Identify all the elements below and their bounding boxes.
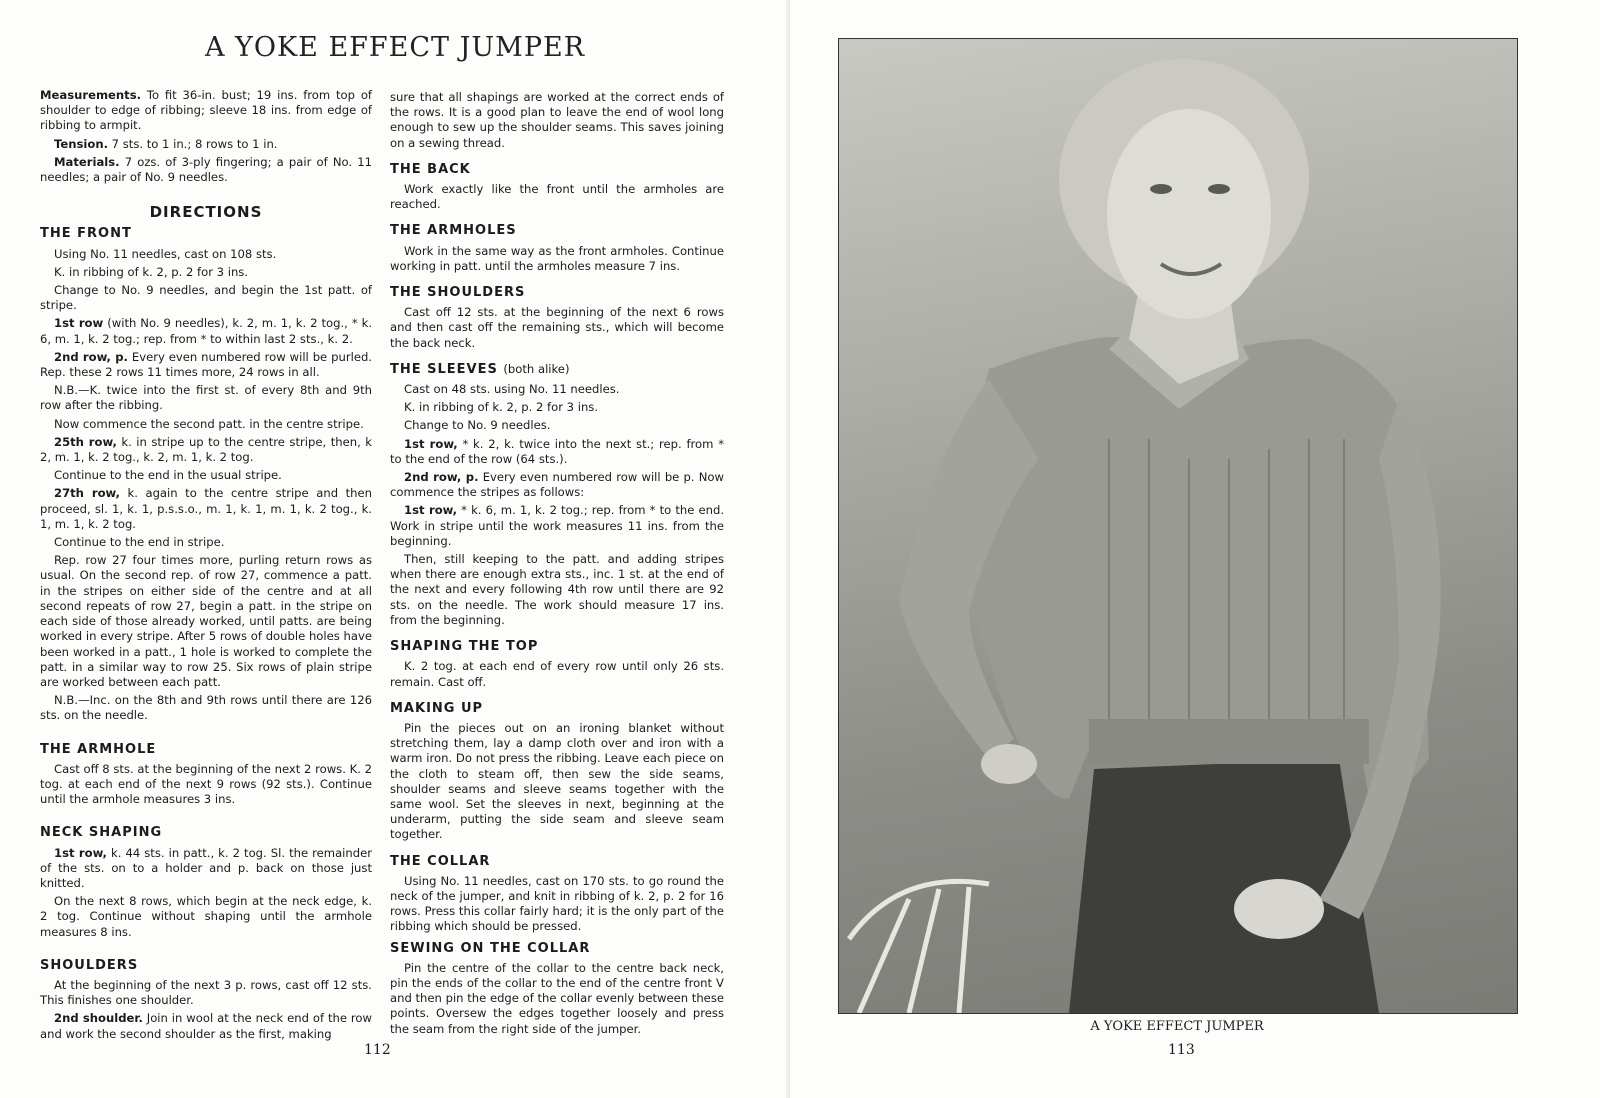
front-para: Continue to the end in stripe. (54, 535, 225, 550)
making-up-heading: MAKING UP (390, 700, 484, 716)
row-label: 1st row, (404, 503, 458, 518)
row-text: * k. 2, k. twice into the next st.; rep. from * to the end of the row (64 sts.). (390, 436, 725, 466)
row-text: k. again to the centre stripe and then proceed, sl. 1, k. 1, p.s.s.o., m. 1, k. 1, m. 1, k. 2 tog., k. 1, m. 1, k. 2 tog. (40, 486, 372, 531)
row-label: 2nd row, p. (54, 349, 128, 364)
hand (981, 744, 1037, 784)
row-text: Every even numbered row will be purled. Rep. these 2 rows 11 times more, 24 rows in all. (40, 349, 372, 380)
front-note: N.B.—K. twice into the first st. of every 8th and 9th row after the ribbing. (40, 383, 372, 413)
shaping-top-text: K. 2 tog. at each end of every row until only 26 sts. remain. Cast off. (390, 659, 724, 689)
back-heading: THE BACK (390, 161, 471, 177)
front-para: Change to No. 9 needles, and begin the 1st patt. of stripe. (40, 283, 372, 313)
front-para: Continue to the end in the usual stripe. (54, 468, 282, 483)
row-text: * k. 6, m. 1, k. 2 tog.; rep. from * to the end. Work in stripe until the work measures 11 ins. from the beginning. (390, 503, 725, 548)
photo-caption: A YOKE EFFECT JUMPER (1090, 1019, 1264, 1034)
page-number-left: 112 (364, 1042, 391, 1058)
tension-label: Tension. (54, 136, 108, 151)
row-label: 1st row (54, 316, 104, 331)
row-text: Every even numbered row will be p. Now commence the stripes as follows: (390, 470, 724, 500)
eye (1208, 184, 1230, 194)
shaping-top-heading: SHAPING THE TOP (390, 639, 539, 655)
sleeves-row-1 (390, 437, 724, 467)
materials-para (40, 155, 372, 185)
neck-row-1 (40, 846, 372, 892)
collar-heading: THE COLLAR (390, 853, 491, 869)
jumper-waistband (1089, 719, 1369, 764)
sewing-collar-heading: SEWING ON THE COLLAR (390, 940, 591, 956)
row-label: 25th row, (54, 434, 117, 449)
sleeves-heading: THE SLEEVES (390, 361, 498, 377)
sleeves-para: Cast on 48 sts. using No. 11 needles. (404, 382, 620, 397)
sleeves-para: K. in ribbing of k. 2, p. 2 for 3 ins. (404, 400, 599, 415)
sleeves-para: Then, still keeping to the patt. and adding stripes when there are enough extra sts., inc. 1 st. at the end of the next and every following 4th row until there are 92 sts. on the needle. The work should measure 17 ins. from the beginning. (390, 552, 724, 627)
front-para: Rep. row 27 four times more, purling return rows as usual. On the second rep. of row 27, commence a patt. in the stripes on either side of the centre and at all second repeats of row 27, begin a patt. in the stripe on each side of those already worked, until patts. are being worked in every stripe. After 5 rows of double holes have been worked in a patt., 1 hole is worked to complete the patt. in a similar way to row 25. Six rows of plain stripe are worked between each patt. (40, 553, 372, 689)
front-para: Using No. 11 needles, cast on 108 sts. (54, 246, 277, 261)
left-page (0, 0, 790, 1098)
measurements-label: Measurements. (40, 88, 142, 102)
front-para: K. in ribbing of k. 2, p. 2 for 3 ins. (54, 264, 249, 279)
row-text: Join in wool at the neck end of the row and work the second shoulder as the first, making (40, 1011, 372, 1041)
tension-para (40, 137, 372, 152)
row-label: 2nd shoulder. (54, 1011, 143, 1026)
sleeves-row-1b (390, 503, 724, 549)
eye (1150, 184, 1172, 194)
front-para: Now commence the second patt. in the centre stripe. (54, 416, 364, 431)
making-up-text: Pin the pieces out on an ironing blanket without stretching them, lay a damp cloth over and iron with a warm iron. Do not press the ribbing. Leave each piece on the cloth to steam off, then sew the side seams, shoulder seams and sleeve seams together with the same wool. Set the sleeves in next, beginning at the underarm, putting the side seam and sleeve seam together. (390, 720, 724, 842)
front-heading: THE FRONT (40, 226, 132, 242)
armholes-text: Work in the same way as the front armholes. Continue working in patt. until the armholes measure 7 ins. (390, 243, 724, 273)
measurements-text: To fit 36-in. bust; 19 ins. from top of shoulder to edge of ribbing; sleeve 18 ins. from edge of ribbing to armpit. (40, 88, 372, 133)
second-shoulder-para (40, 1011, 372, 1041)
back-shoulders-text: Cast off 12 sts. at the beginning of the next 6 rows and then cast off the remaining sts., which will become the back neck. (390, 305, 724, 350)
shoulders-para: At the beginning of the next 3 p. rows, cast off 12 sts. This finishes one shoulder. (40, 977, 372, 1008)
sleeves-heading-line (390, 362, 724, 377)
armhole-heading: THE ARMHOLE (40, 741, 157, 757)
chair-back (849, 881, 989, 1013)
sleeves-row-2 (390, 470, 724, 500)
directions-heading: DIRECTIONS (149, 203, 263, 222)
sewing-collar-text: Pin the centre of the collar to the centre back neck, pin the ends of the collar to the end of the centre front V and then pin the edge of the collar evenly between these points. Oversew the edges together loosely and press the seam from the right side of the jumper. (390, 960, 724, 1036)
hand (1234, 879, 1324, 939)
collar-text: Using No. 11 needles, cast on 170 sts. to go round the neck of the jumper, and knit in ribbing of k. 2, p. 2 for 16 rows. Press this collar fairly hard; it is the only part of the ribbing which should be pressed. (390, 873, 724, 934)
row-label: 2nd row, p. (404, 470, 479, 485)
front-note: N.B.—Inc. on the 8th and 9th rows until there are 126 sts. on the needle. (40, 693, 372, 723)
row-text: k. 44 sts. in patt., k. 2 tog. Sl. the remainder of the sts. on to a holder and p. back on those just knitted. (40, 845, 373, 890)
column-right (390, 90, 724, 1040)
photo-illustration (839, 39, 1517, 1013)
row-label: 1st row, (404, 436, 458, 451)
page-title: A YOKE EFFECT JUMPER (204, 32, 586, 63)
page-number-right: 113 (1168, 1042, 1195, 1058)
row-text: k. in stripe up to the centre stripe, then, k 2, m. 1, k. 2 tog., k. 2, m. 1, k. 2 tog. (40, 434, 372, 465)
neck-heading: NECK SHAPING (40, 825, 163, 841)
armholes-heading: THE ARMHOLES (390, 223, 517, 239)
measurements-para (40, 88, 372, 134)
front-row-2 (40, 350, 372, 380)
back-text: Work exactly like the front until the armholes are reached. (390, 182, 724, 212)
tension-text: 7 sts. to 1 in.; 8 rows to 1 in. (111, 136, 278, 151)
face (1107, 109, 1271, 319)
jumper-photograph (838, 38, 1518, 1014)
materials-text: 7 ozs. of 3-ply fingering; a pair of No. 11 needles; a pair of No. 9 needles. (40, 154, 372, 185)
front-row-27 (40, 486, 372, 532)
sleeves-para: Change to No. 9 needles. (404, 418, 551, 433)
sleeves-note: (both alike) (503, 361, 570, 376)
row-text: (with No. 9 needles), k. 2, m. 1, k. 2 tog., * k. 6, m. 1, k. 2 tog.; rep. from * to within last 2 sts., k. 2. (40, 316, 373, 346)
armhole-text: Cast off 8 sts. at the beginning of the next 2 rows. K. 2 tog. at each end of the next 9 rows (92 sts.). Continue until the armhole measures 3 ins. (40, 761, 372, 807)
neck-para: On the next 8 rows, which begin at the neck edge, k. 2 tog. Continue without shaping until the armhole measures 8 ins. (40, 894, 372, 939)
column-left (40, 88, 372, 1045)
row-label: 27th row, (54, 486, 120, 501)
back-shoulders-heading: THE SHOULDERS (390, 285, 526, 301)
front-row-1 (40, 316, 372, 346)
materials-label: Materials. (54, 154, 120, 169)
row-label: 1st row, (54, 845, 107, 860)
front-row-25 (40, 435, 372, 465)
continued-para: sure that all shapings are worked at the correct ends of the rows. It is a good plan to leave the end of wool long enough to sew up the shoulder seams. This saves joining on a sewing thread. (390, 90, 724, 150)
shoulders-heading: SHOULDERS (40, 957, 139, 973)
